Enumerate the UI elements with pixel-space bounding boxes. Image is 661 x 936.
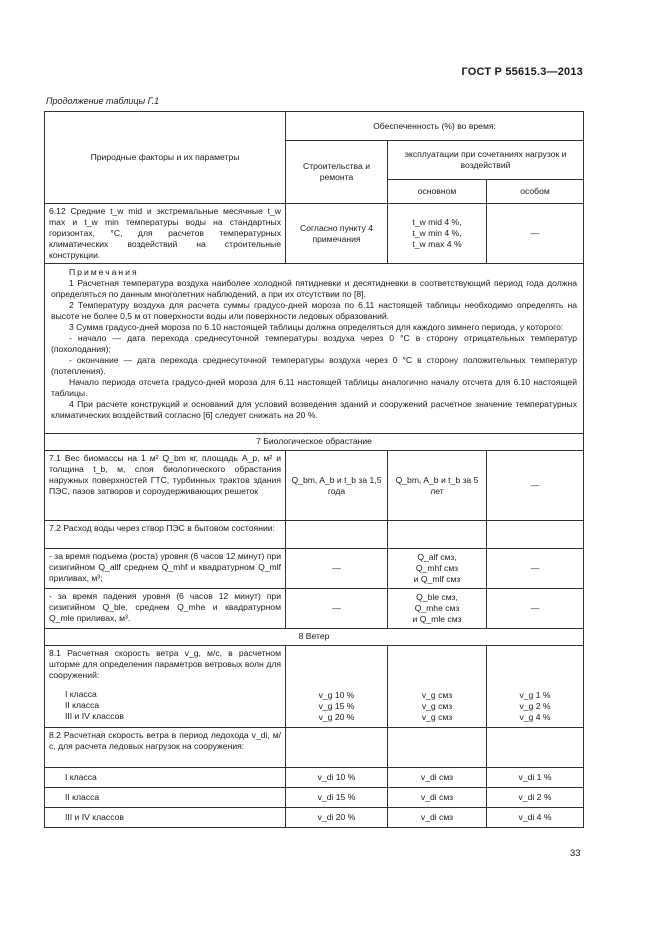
row-8-2-param: 8.2 Расчетная скорость ветра в период ледохода v_di, м/с, для расчета ледовых нагрузок на сооружения: — [45, 728, 286, 768]
row-7-2a-construction: — — [286, 549, 388, 589]
row-8-2-class-1: I класса — [45, 768, 286, 788]
header-operation: эксплуатации при сочетаниях нагрузок и воздействий — [388, 141, 584, 180]
row-8-1-construction: v_g 10 % v_g 15 % v_g 20 % — [286, 646, 388, 728]
standard-designation: ГОСТ Р 55615.3—2013 — [461, 66, 583, 78]
header-basic: основном — [388, 180, 487, 204]
note-3b: - окончание — дата перехода среднесуточной температуры воздуха через 0 °С в сторону положительных температур (потепления). — [51, 355, 578, 376]
row-8-1-param: 8.1 Расчетная скорость ветра v_g, м/с, в расчетном шторме для определения параметров ветровых волн для сооружений: I класса II класса III и IV классов — [45, 646, 286, 728]
row-7-2b-param: - за время падения уровня (6 часов 12 минут) при сизигийном Q_ble, среднем Q_mhe и квадратурном Q_mle приливах, м³. — [45, 589, 286, 629]
row-8-1-special: v_g 1 % v_g 2 % v_g 4 % — [487, 646, 584, 728]
header-construction: Строительства и ремонта — [286, 141, 388, 204]
row-7-1-special: — — [487, 451, 584, 521]
row-8-2-class-3-special: v_di 4 % — [487, 808, 584, 828]
row-6-12-construction: Согласно пункту 4 примечания — [286, 204, 388, 264]
notes-block — [45, 264, 584, 434]
row-8-2-class-1-basic: v_di смз — [388, 768, 487, 788]
note-3a: - начало — дата перехода среднесуточной температуры воздуха через 0 °С в сторону отрицательных температур (похолодания); — [51, 333, 578, 354]
notes-title: Примечания — [69, 267, 139, 277]
row-8-2-class-3: III и IV классов — [45, 808, 286, 828]
row-7-2a-special: — — [487, 549, 584, 589]
row-6-12-basic: t_w mid 4 %, t_w min 4 %, t_w max 4 % — [388, 204, 487, 264]
row-8-2-class-2-special: v_di 2 % — [487, 788, 584, 808]
row-8-2-class-2-construction: v_di 15 % — [286, 788, 388, 808]
note-2: 2 Температуру воздуха для расчета суммы градусо-дней мороза по 6.11 настоящей таблицы необходимо определять на высоте не более 0,5 м от поверхности воды или поверхности ледовых образований. — [51, 300, 578, 321]
row-7-1-construction: Q_bm, A_b и t_b за 1,5 года — [286, 451, 388, 521]
row-7-2a-param: - за время подъема (роста) уровня (6 часов 12 минут) при сизигийном Q_allf среднем Q_mhf и квадратурном Q_mlf приливах, м³; — [45, 549, 286, 589]
row-8-2-class-3-construction: v_di 20 % — [286, 808, 388, 828]
row-8-2-class-3-basic: v_di смз — [388, 808, 487, 828]
row-7-1-param: 7.1 Вес биомассы на 1 м² Q_bm кг, площадь A_p, м² и толщина t_b, м, слоя биологического обрастания наружных поверхностей ГТС, турбинных трактов здания ПЭС, пазов затворов и сороудерживающих решеток — [45, 451, 286, 521]
section-8-title: 8 Ветер — [45, 629, 584, 646]
row-7-2b-basic: Q_ble смз, Q_mhe смз и Q_mle смз — [388, 589, 487, 629]
row-7-2a-basic: Q_alf смз, Q_mhf смз и Q_mlf смз — [388, 549, 487, 589]
row-8-2-class-1-special: v_di 1 % — [487, 768, 584, 788]
row-7-2b-construction: — — [286, 589, 388, 629]
section-7-title: 7 Биологическое обрастание — [45, 434, 584, 451]
header-factors: Природные факторы и их параметры — [45, 112, 286, 204]
row-6-12-param: 6.12 Средние t_w mid и экстремальные месячные t_w max и t_w min температуры воды на стандартных горизонтах, °С, для расчетов температурных климатических воздействий на строительные конструкции. — [45, 204, 286, 264]
page-number: 33 — [570, 848, 581, 859]
row-8-1-basic: v_g смз v_g смз v_g смз — [388, 646, 487, 728]
row-7-2-param: 7.2 Расход воды через створ ПЭС в бытовом состоянии: — [45, 521, 286, 549]
row-8-2-class-1-construction: v_di 10 % — [286, 768, 388, 788]
row-8-2-class-2-basic: v_di смз — [388, 788, 487, 808]
row-7-2b-special: — — [487, 589, 584, 629]
row-6-12-special: — — [487, 204, 584, 264]
table-continuation-caption: Продолжение таблицы Г.1 — [46, 96, 160, 106]
row-7-1-basic: Q_bm, A_b и t_b за 5 лет — [388, 451, 487, 521]
note-3: 3 Сумма градусо-дней мороза по 6.10 настоящей таблицы должна определяться для каждого зимнего периода, у которого: — [69, 322, 564, 332]
note-1: 1 Расчетная температура воздуха наиболее холодной пятидневки и десятидневки в соответствующий период года должна определяться по данным многолетних наблюдений, а при их отсутствии по [8]. — [51, 278, 578, 299]
parameters-table — [44, 111, 584, 828]
note-4: 4 При расчете конструкций и оснований для условий возведения зданий и сооружений расчетное значение температурных климатических воздействий согласно [6] следует снижать на 20 %. — [51, 399, 578, 420]
row-8-2-class-2: II класса — [45, 788, 286, 808]
header-provision: Обеспеченность (%) во время: — [286, 112, 584, 141]
header-special: особом — [487, 180, 584, 204]
note-3c: Начало периода отсчета градусо-дней мороза для 6.11 настоящей таблицы аналогично началу отсчета для 6.10 настоящей таблицы. — [51, 377, 578, 398]
